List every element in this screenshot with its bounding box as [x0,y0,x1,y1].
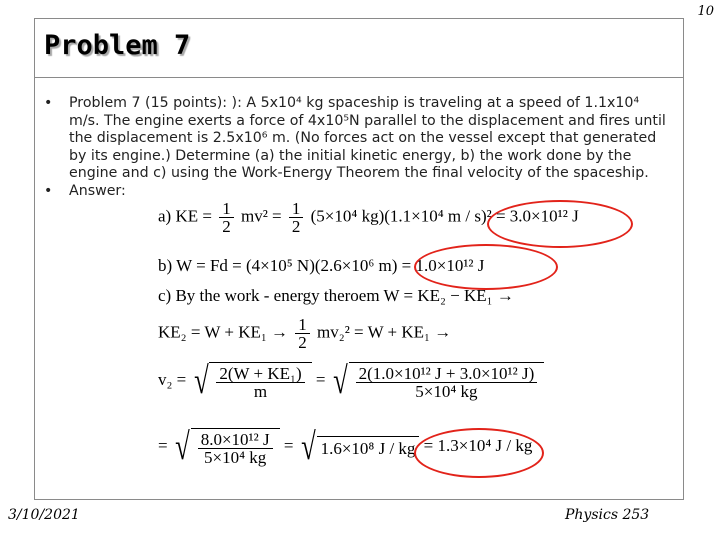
mv2-2-term: mv₂² = W + KE₁ → [317,322,452,342]
part-c-tail: W = KE₂ − KE₁ → [383,286,514,305]
v2-label: v₂ = [158,369,187,389]
half-fraction-3: $\frac{1}{2}$ [295,316,310,351]
equation-c [158,286,514,306]
ke-def: KE = [175,206,212,226]
half-fraction-2: $\frac{1}{2}$ [289,200,304,235]
bullet-icon: • [44,95,53,111]
answer-label-row [44,183,674,201]
problem-text: Problem 7 (15 points): ): A 5x10⁴ kg spaceship is traveling at a speed of 1.1x10⁴ m/s. The engine exerts a force of 4x10⁵N parallel to the displacement and fires until the displacement is 2.5x10⁶ m. (No forces act on the vessel except that generated by its engine.) Determine (a) the initial kinetic energy, b) the work done by the engine and c) using the Work-Energy Theorem the final velocity of the spaceship. [69,95,666,182]
answer-label: Answer: [69,182,126,199]
part-a-label: a) [158,206,172,226]
ke2-line: KE₂ = W + KE₁ → [158,322,289,342]
sqrt-simplified: √ $\frac{\text{8.0×10¹² J}}{\text{5×10⁴ kg}}$ [172,428,280,466]
highlight-ellipse-v2 [414,428,544,478]
part-c-text: c) By the work - energy theroem [158,286,380,305]
bullet-icon: • [44,182,53,199]
footer-date: 3/10/2021 [8,507,80,523]
sqrt-general: √ $\frac{\text{2(W + KE₁)}}{m}$ [191,362,312,400]
b-expression: W = Fd = (4×10⁵ N)(2.6×10⁶ m) = 1.0×10¹² J [176,256,485,275]
sqrt-numeric: √ $\frac{\text{2(1.0×10¹² J + 3.0×10¹² J)}}{\text{5×10⁴ kg}}$ [330,362,545,400]
a-expression: (5×10⁴ kg)(1.1×10⁴ m / s)² = 3.0×10¹² J [310,206,579,226]
equation-ke2 [158,316,451,351]
sqrt-value: √ 1.6×10⁸ J / kg [298,428,420,466]
equals: = [315,369,326,389]
final-result: = 1.3×10⁴ J / kg [423,435,533,455]
bullet-list [44,95,674,201]
part-b-label: b) [158,256,173,275]
equals: = [158,435,168,455]
mv2-term: mv² = [240,206,282,226]
footer-course: Physics 253 [565,507,650,523]
half-fraction: $\frac{1}{2}$ [219,200,234,235]
equals: = [283,435,294,455]
problem-statement [44,95,674,183]
highlight-ellipse-ke1 [487,200,633,248]
slide-title: Problem 7 [44,30,191,61]
page-number: 10 [697,4,714,19]
highlight-ellipse-work [414,244,558,290]
equation-v2 [158,362,544,400]
